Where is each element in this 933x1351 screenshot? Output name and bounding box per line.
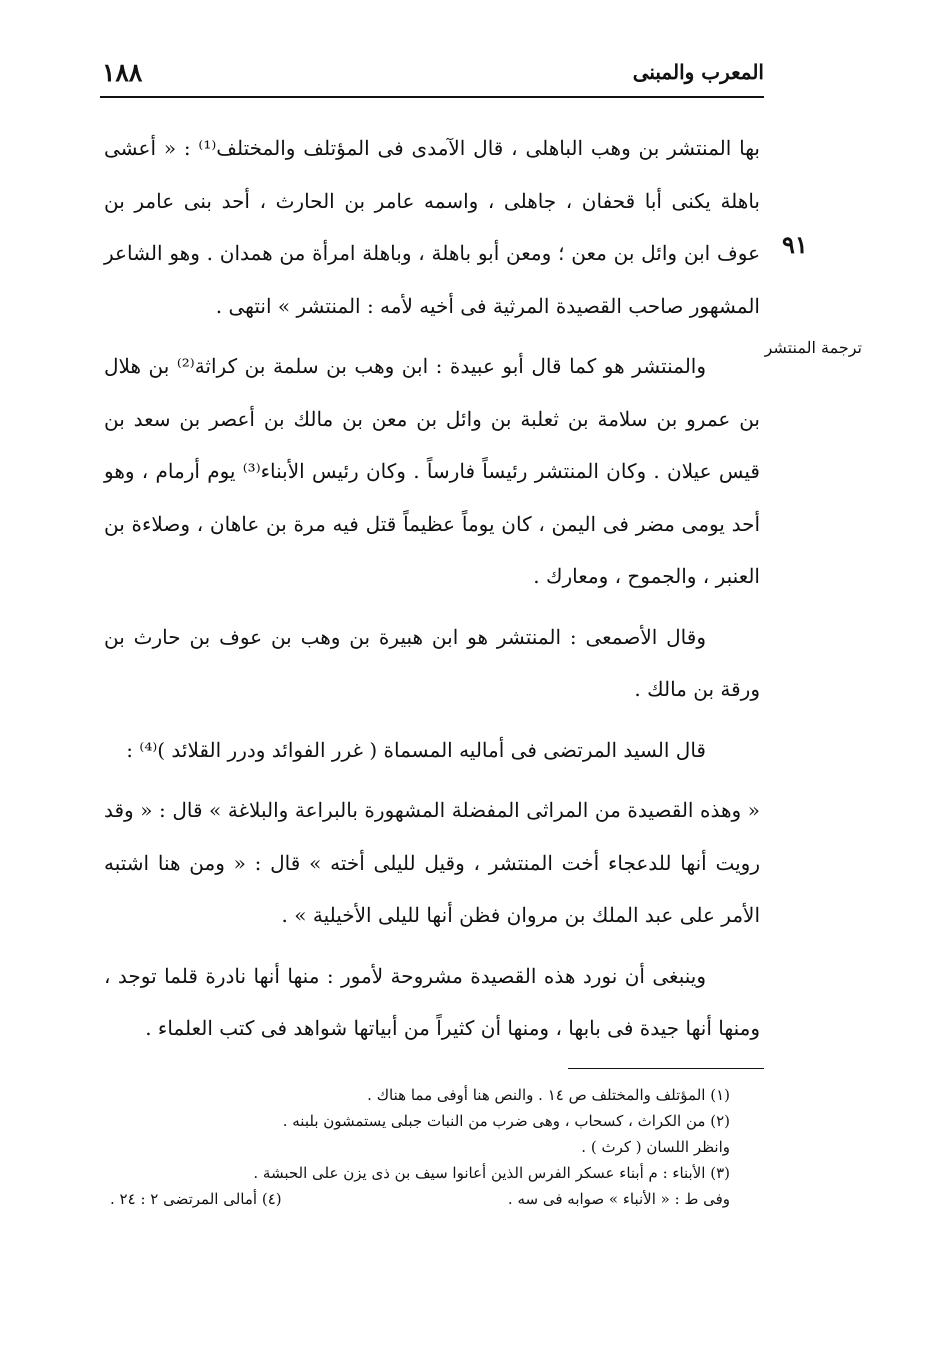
main-text [104, 122, 760, 1063]
footnote-3: (٣) الأبناء : م أبناء عسكر الفرس الذين أعانوا سيف بن ذى يزن على الحبشة . [253, 1164, 730, 1182]
footnote-1: (١) المؤتلف والمختلف ص ١٤ . والنص هنا أوفى مما هناك . [367, 1086, 730, 1104]
paragraph: وقال الأصمعى : المنتشر هو ابن هبيرة بن وهب بن عوف بن حارث بن ورقة بن مالك . [104, 624, 760, 701]
header-rule [100, 96, 764, 98]
margin-line-number: ٩١ [782, 230, 808, 259]
running-header [102, 56, 764, 96]
quoted-paragraph: « وهذه القصيدة من المراثى المفضلة المشهورة بالبراعة والبلاغة » قال : « وقد رويت أنها للدعجاء أخت المنتشر ، وقيل لليلى أخته » قال : « ومن هنا اشتبه الأمر على عبد الملك بن مروان فظن أنها لليلى الأخيلية » . [104, 798, 760, 927]
page-number: ١٨٨ [102, 58, 143, 87]
footnote-line [110, 1186, 730, 1212]
footnote-4: (٤) أمالى المرتضى ٢ : ٢٤ . [110, 1190, 282, 1208]
footnotes [110, 1082, 730, 1212]
footnote-rule [568, 1068, 764, 1069]
running-title: المعرب والمبنى [632, 60, 764, 84]
footnote-2: (٢) من الكراث ، كسحاب ، وهى ضرب من النبات جبلى يستمشون بلبنه . [282, 1112, 730, 1130]
paragraph: قال السيد المرتضى فى أماليه المسماة ( غرر الفوائد ودرر القلائد )⁽⁴⁾ : [126, 737, 706, 762]
margin-section-note: ترجمة المنتشر [764, 338, 862, 357]
paragraph: وينبغى أن نورد هذه القصيدة مشروحة لأمور : منها أنها نادرة قلما توجد ، ومنها أنها جيدة فى بابها ، ومنها أن كثيراً من أبياتها شواهد فى كتب العلماء . [104, 963, 760, 1040]
footnote-3-continuation: وفى ط : « الأنباء » صوابه فى سه . [507, 1190, 730, 1208]
footnote-2-continuation: وانظر اللسان ( كرث ) . [581, 1138, 730, 1156]
paragraph: بها المنتشر بن وهب الباهلى ، قال الآمدى فى المؤتلف والمختلف⁽¹⁾ : « أعشى باهلة يكنى أبا قحفان ، جاهلى ، واسمه عامر بن الحارث ، أحد بنى عامر بن عوف ابن وائل بن معن ؛ ومعن أبو باهلة ، وباهلة امرأة من همدان . وهو الشاعر المشهور صاحب القصيدة المرثية فى أخيه لأمه : المنتشر » انتهى . [104, 136, 760, 318]
paragraph: والمنتشر هو كما قال أبو عبيدة : ابن وهب بن سلمة بن كراثة⁽²⁾ بن هلال بن عمرو بن سلامة بن ثعلبة بن وائل بن معن بن مالك بن أعصر بن سعد بن قيس عيلان . وكان المنتشر رئيساً فارساً . وكان رئيس الأبناء⁽³⁾ يوم أرمام ، وهو أحد يومى مضر فى اليمن ، كان يوماً عظيماً قتل فيه مرة بن عاهان ، وصلاءة بن العنبر ، والجموح ، ومعارك . [104, 354, 760, 588]
